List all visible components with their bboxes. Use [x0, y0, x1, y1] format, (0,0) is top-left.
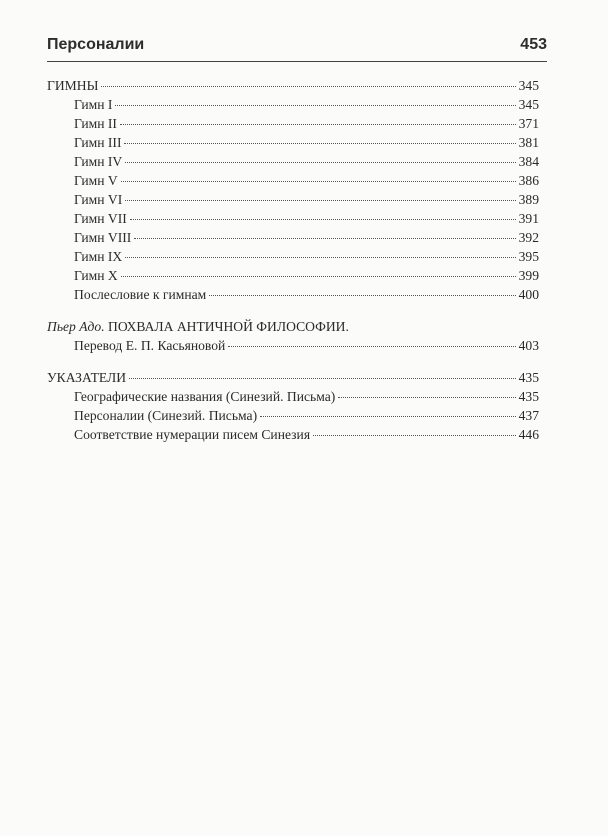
toc-subentry [47, 425, 539, 444]
page-number: 453 [520, 36, 547, 53]
toc-entry-page: 400 [518, 287, 539, 302]
toc-subentry [47, 406, 539, 425]
toc-subentry [47, 133, 539, 152]
toc-entry-translation [47, 336, 539, 355]
toc-entry-page: 435 [518, 370, 539, 385]
dot-leader [228, 345, 515, 347]
toc-entry-page: 391 [518, 211, 539, 226]
running-head-title: Персоналии [47, 36, 145, 53]
toc-entry-page: 392 [518, 230, 539, 245]
toc-subentry [47, 114, 539, 133]
toc-subentry [47, 247, 539, 266]
toc-entry-page: 435 [518, 389, 539, 404]
dot-leader [129, 377, 516, 379]
dot-leader [313, 434, 516, 436]
toc-subentry [47, 152, 539, 171]
toc-entry-page: 345 [518, 78, 539, 93]
toc-entry-label: Соответствие нумерации писем Синезия [74, 427, 311, 442]
toc-entry-label: Гимн VIII [74, 230, 132, 245]
toc-entry-label: Гимн V [74, 173, 118, 188]
running-header [47, 30, 547, 54]
dot-leader [124, 142, 515, 144]
toc-subentry [47, 209, 539, 228]
toc-subentry [47, 190, 539, 209]
toc-subentry [47, 285, 539, 304]
dot-leader [209, 294, 515, 296]
toc-entry-label: Гимн IX [74, 249, 123, 264]
dot-leader [125, 199, 515, 201]
toc-entry-page: 446 [518, 427, 539, 442]
dot-leader [115, 104, 515, 106]
section-gap [47, 355, 539, 368]
section-gap [47, 304, 539, 317]
table-of-contents [47, 76, 539, 444]
toc-entry-label: Географические названия (Синезий. Письма) [74, 389, 336, 404]
dot-leader [130, 218, 516, 220]
toc-entry-page: 384 [518, 154, 539, 169]
toc-subentry [47, 387, 539, 406]
header-rule [47, 61, 547, 62]
toc-entry-page: 399 [518, 268, 539, 283]
toc-entry-label: Гимн X [74, 268, 118, 283]
toc-entry-page: 345 [518, 97, 539, 112]
toc-entry-label: Гимн VI [74, 192, 123, 207]
dot-leader [134, 237, 515, 239]
toc-entry-page: 386 [518, 173, 539, 188]
toc-entry-label: Гимн IV [74, 154, 123, 169]
toc-entry-label: Гимн VII [74, 211, 127, 226]
toc-entry-label: ГИМНЫ [47, 78, 99, 93]
toc-entry-page: 371 [518, 116, 539, 131]
toc-entry-label: Гимн I [74, 97, 113, 112]
toc-entry-hymns [47, 76, 539, 95]
toc-subentry [47, 95, 539, 114]
toc-subentry [47, 228, 539, 247]
toc-entry-page: 395 [518, 249, 539, 264]
toc-entry-label: Перевод Е. П. Касьяновой [74, 338, 226, 353]
dot-leader [260, 415, 516, 417]
toc-entry-hadot-heading [47, 317, 539, 336]
toc-work-title: ПОХВАЛА АНТИЧНОЙ ФИЛОСОФИИ. [108, 319, 349, 334]
dot-leader [101, 85, 515, 87]
dot-leader [121, 275, 516, 277]
toc-entry-label: Послесловие к гимнам [74, 287, 207, 302]
dot-leader [338, 396, 515, 398]
toc-subentry [47, 171, 539, 190]
toc-author: Пьер Адо. [47, 319, 105, 334]
toc-entry-page: 403 [518, 338, 539, 353]
toc-entry-page: 381 [518, 135, 539, 150]
dot-leader [121, 180, 516, 182]
toc-entry-label: Гимн II [74, 116, 117, 131]
toc-entry-indexes [47, 368, 539, 387]
toc-subentry [47, 266, 539, 285]
dot-leader [125, 256, 515, 258]
toc-entry-page: 389 [518, 192, 539, 207]
dot-leader [125, 161, 515, 163]
dot-leader [120, 123, 516, 125]
toc-entry-page: 437 [518, 408, 539, 423]
toc-entry-label: УКАЗАТЕЛИ [47, 370, 127, 385]
toc-entry-label: Персоналии (Синезий. Письма) [74, 408, 258, 423]
toc-entry-label: Гимн III [74, 135, 122, 150]
